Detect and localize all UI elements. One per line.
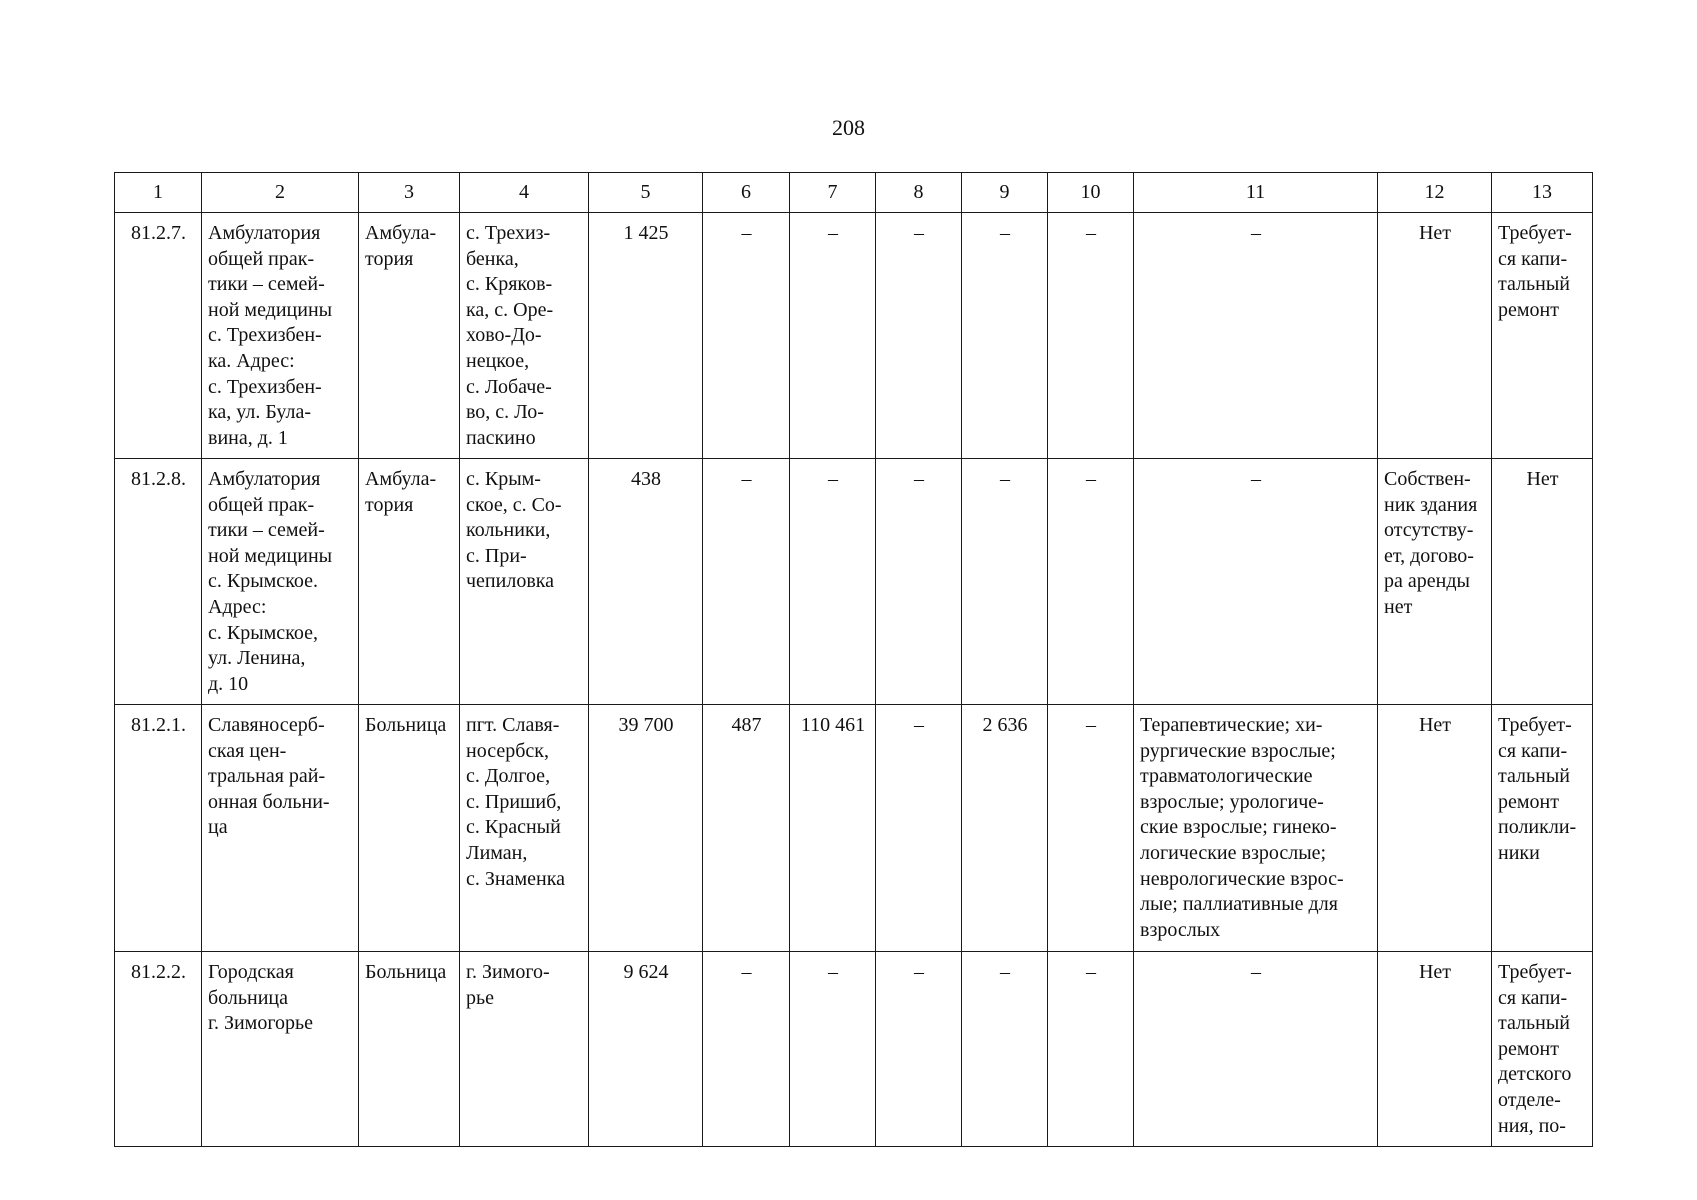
cell-col9: – (962, 952, 1048, 1147)
cell-col7: – (790, 459, 876, 705)
cell-facility-name: Славяносерб- ская цен- тральная рай- онная больни- ца (202, 705, 359, 952)
cell-col8: – (876, 213, 962, 459)
column-header: 5 (589, 173, 703, 213)
cell-facility-name: Амбулатория общей прак- тики – семей- ной медицины с. Крымское. Адрес: с. Крымское, ул. Ленина, д. 10 (202, 459, 359, 705)
cell-col5: 1 425 (589, 213, 703, 459)
cell-col10: – (1048, 952, 1134, 1147)
column-header: 3 (359, 173, 460, 213)
cell-facility-type: Больница (359, 705, 460, 952)
cell-profiles: – (1134, 459, 1378, 705)
cell-col8: – (876, 952, 962, 1147)
cell-number: 81.2.8. (115, 459, 202, 705)
column-header: 2 (202, 173, 359, 213)
cell-col5: 438 (589, 459, 703, 705)
cell-number: 81.2.1. (115, 705, 202, 952)
column-header: 6 (703, 173, 790, 213)
cell-facility-type: Амбула- тория (359, 459, 460, 705)
cell-facility-name: Городская больница г. Зимогорье (202, 952, 359, 1147)
cell-col6: – (703, 459, 790, 705)
column-header: 8 (876, 173, 962, 213)
cell-col8: – (876, 705, 962, 952)
cell-facility-name: Амбулатория общей прак- тики – семей- ной медицины с. Трехизбен- ка. Адрес: с. Трехизбен- ка, ул. Була- вина, д. 1 (202, 213, 359, 459)
column-header: 12 (1378, 173, 1492, 213)
cell-col5: 39 700 (589, 705, 703, 952)
cell-col10: – (1048, 705, 1134, 952)
table-row (115, 705, 1593, 952)
column-header: 4 (460, 173, 589, 213)
cell-col13: Требует- ся капи- тальный ремонт детского отделе- ния, по- (1492, 952, 1593, 1147)
cell-profiles: Терапевтические; хи- рургические взрослые; травматологические взрослые; урологиче- ские взрослые; гинеко- логические взрослые; неврологические взрос- лые; паллиативные для взрослых (1134, 705, 1378, 952)
column-header: 11 (1134, 173, 1378, 213)
cell-col13: Требует- ся капи- тальный ремонт поликли- ники (1492, 705, 1593, 952)
cell-col10: – (1048, 213, 1134, 459)
cell-col7: 110 461 (790, 705, 876, 952)
column-header: 10 (1048, 173, 1134, 213)
cell-profiles: – (1134, 213, 1378, 459)
page-number: 208 (832, 115, 865, 140)
cell-col10: – (1048, 459, 1134, 705)
cell-col12: Нет (1378, 705, 1492, 952)
cell-service-area: с. Трехиз- бенка, с. Кряков- ка, с. Оре- хово-До- нецкое, с. Лобаче- во, с. Ло- паскино (460, 213, 589, 459)
cell-profiles: – (1134, 952, 1378, 1147)
cell-col12: Нет (1378, 952, 1492, 1147)
cell-col12: Собствен- ник здания отсутству- ет, догово- ра аренды нет (1378, 459, 1492, 705)
column-header: 7 (790, 173, 876, 213)
column-header: 13 (1492, 173, 1593, 213)
cell-col6: – (703, 213, 790, 459)
facilities-table (114, 172, 1593, 1147)
table-row (115, 459, 1593, 705)
cell-col5: 9 624 (589, 952, 703, 1147)
cell-facility-type: Больница (359, 952, 460, 1147)
cell-number: 81.2.7. (115, 213, 202, 459)
table-row (115, 952, 1593, 1147)
cell-service-area: г. Зимого- рье (460, 952, 589, 1147)
cell-service-area: с. Крым- ское, с. Со- кольники, с. При- чепиловка (460, 459, 589, 705)
cell-col6: – (703, 952, 790, 1147)
cell-service-area: пгт. Славя- носербск, с. Долгое, с. Пришиб, с. Красный Лиман, с. Знаменка (460, 705, 589, 952)
cell-col7: – (790, 213, 876, 459)
column-header: 9 (962, 173, 1048, 213)
cell-col9: 2 636 (962, 705, 1048, 952)
cell-col12: Нет (1378, 213, 1492, 459)
cell-col9: – (962, 213, 1048, 459)
column-header: 1 (115, 173, 202, 213)
cell-facility-type: Амбула- тория (359, 213, 460, 459)
cell-col13: Требует- ся капи- тальный ремонт (1492, 213, 1593, 459)
cell-number: 81.2.2. (115, 952, 202, 1147)
cell-col9: – (962, 459, 1048, 705)
table-row (115, 213, 1593, 459)
cell-col6: 487 (703, 705, 790, 952)
cell-col13: Нет (1492, 459, 1593, 705)
table-header-row (115, 173, 1593, 213)
cell-col7: – (790, 952, 876, 1147)
cell-col8: – (876, 459, 962, 705)
